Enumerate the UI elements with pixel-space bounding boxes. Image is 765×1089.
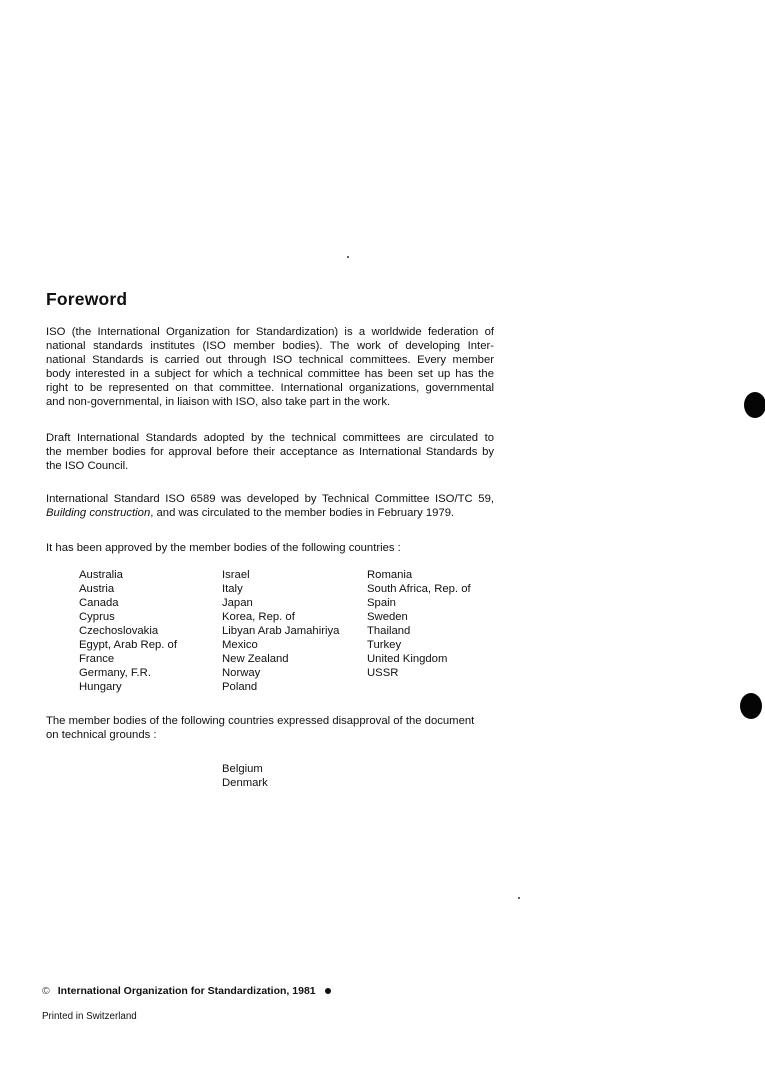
text-line: on technical grounds : (46, 729, 157, 741)
copyright-notice (42, 985, 331, 997)
scan-speck (347, 256, 349, 258)
country-item: Thailand (367, 625, 411, 637)
scan-speck (518, 897, 520, 899)
country-item: Poland (222, 681, 258, 693)
text-fragment: , and was circulated to the member bodies in February 1979. (150, 507, 455, 519)
text-line: The member bodies of the following countries expressed disapproval of the document (46, 715, 475, 727)
foreword-paragraph-2 (46, 431, 494, 473)
disapproving-countries-list (222, 762, 268, 790)
text-line: ISO (the International Organization for Standardization) is a worldwide federation of (46, 326, 494, 338)
approval-intro: It has been approved by the member bodies of the following countries : (46, 542, 401, 554)
country-item: Austria (79, 583, 115, 595)
bullet-icon (325, 988, 331, 994)
country-item: Denmark (222, 777, 268, 789)
country-item: USSR (367, 667, 399, 679)
country-item: Canada (79, 597, 119, 609)
country-item: Hungary (79, 681, 122, 693)
foreword-heading: Foreword (46, 289, 128, 309)
country-item: South Africa, Rep. of (367, 583, 471, 595)
disapproval-paragraph (46, 714, 494, 742)
country-item: Italy (222, 583, 243, 595)
printed-in-note: Printed in Switzerland (42, 1011, 137, 1022)
text-line: and non-governmental, in liaison with ISO, also take part in the work. (46, 396, 391, 408)
punch-hole-icon (740, 693, 762, 719)
country-item: Australia (79, 569, 123, 581)
text-line: national standards institutes (ISO member bodies). The work of developing Inter- (46, 340, 494, 352)
text-line: International Standard ISO 6589 was developed by Technical Committee ISO/TC 59, (46, 493, 494, 505)
country-item: Belgium (222, 763, 263, 775)
approving-countries-column-2 (222, 568, 339, 694)
country-item: New Zealand (222, 653, 289, 665)
country-item: Israel (222, 569, 250, 581)
approving-countries-column-1 (79, 568, 177, 694)
country-item: United Kingdom (367, 653, 448, 665)
country-item: Korea, Rep. of (222, 611, 295, 623)
text-line: right to be represented on that committee. International organizations, governmental (46, 382, 494, 394)
country-item: Czechoslovakia (79, 625, 159, 637)
country-item: Sweden (367, 611, 408, 623)
punch-hole-icon (744, 392, 765, 418)
copyright-text: International Organization for Standardization, 1981 (57, 985, 316, 997)
text-line (46, 506, 494, 520)
country-item: Norway (222, 667, 261, 679)
text-line: the member bodies for approval before their acceptance as International Standards by (46, 446, 494, 458)
country-item: Japan (222, 597, 253, 609)
country-item: Libyan Arab Jamahiriya (222, 625, 340, 637)
country-item: Egypt, Arab Rep. of (79, 639, 177, 651)
copyright-icon: © (42, 985, 50, 997)
country-item: Cyprus (79, 611, 115, 623)
foreword-paragraph-1 (46, 325, 494, 409)
country-item: France (79, 653, 115, 665)
committee-title: Building construction (46, 507, 151, 519)
country-item: Romania (367, 569, 413, 581)
text-line: body interested in a subject for which a technical committee has been set up has the (46, 368, 494, 380)
foreword-paragraph-3 (46, 492, 494, 520)
text-line: national Standards is carried out through ISO technical committees. Every member (46, 354, 494, 366)
country-item: Spain (367, 597, 396, 609)
text-line: Draft International Standards adopted by the technical committees are circulated to (46, 432, 494, 444)
country-item: Mexico (222, 639, 258, 651)
country-item: Turkey (367, 639, 402, 651)
text-line: the ISO Council. (46, 460, 129, 472)
approving-countries-column-3 (367, 568, 471, 680)
country-item: Germany, F.R. (79, 667, 151, 679)
